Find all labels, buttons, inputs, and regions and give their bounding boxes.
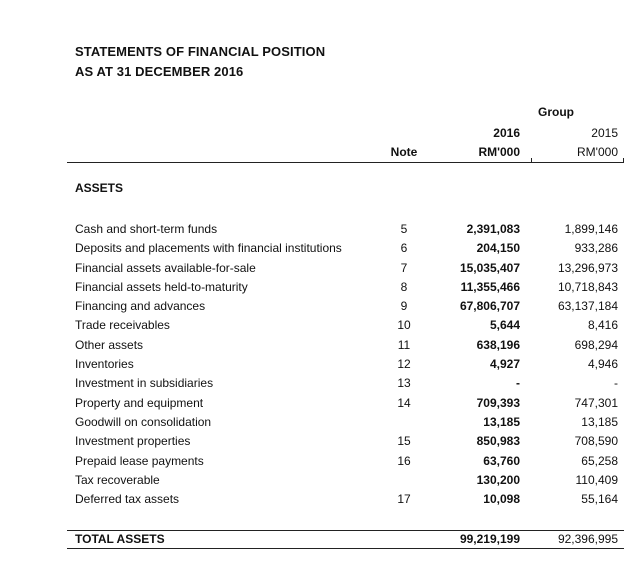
row-value-2015: 698,294 <box>574 337 618 352</box>
table-row <box>0 318 640 337</box>
row-value-2016: 67,806,707 <box>459 299 520 314</box>
table-row <box>0 454 640 473</box>
row-value-2016: 130,200 <box>476 472 520 487</box>
row-note: 6 <box>400 241 408 256</box>
row-label: Cash and short-term funds <box>75 222 218 236</box>
row-value-2015: 4,946 <box>587 357 618 372</box>
note-column-header: Note <box>390 145 418 159</box>
row-label: Goodwill on consolidation <box>75 414 212 429</box>
table-row <box>0 357 640 376</box>
row-value-2015: 933,286 <box>574 241 618 256</box>
row-note: 16 <box>397 453 411 468</box>
row-label: Inventories <box>75 357 134 372</box>
row-value-2015: 65,258 <box>581 453 618 468</box>
year-2015-header: 2015 <box>591 126 618 140</box>
table-row <box>0 376 640 395</box>
row-label: Investment in subsidiaries <box>75 376 214 391</box>
table-row <box>0 434 640 453</box>
row-value-2016: 13,185 <box>483 414 520 429</box>
row-value-2015: 13,296,973 <box>557 260 618 275</box>
row-note: 11 <box>397 337 411 352</box>
row-value-2015: 63,137,184 <box>557 299 618 314</box>
row-value-2016: 63,760 <box>483 453 520 468</box>
total-assets-label: TOTAL ASSETS <box>75 532 165 546</box>
row-value-2015: 8,416 <box>587 318 618 333</box>
row-label: Deferred tax assets <box>75 492 180 507</box>
group-column-header: Group <box>538 105 574 119</box>
row-value-2015: 55,164 <box>581 492 618 507</box>
row-label: Tax recoverable <box>75 472 160 487</box>
table-row <box>0 299 640 318</box>
row-value-2016: 5,644 <box>489 318 520 333</box>
row-note: 12 <box>397 357 411 372</box>
total-assets-2016: 99,219,199 <box>459 532 520 546</box>
unit-2016-header: RM'000 <box>478 145 520 159</box>
row-value-2016: 11,355,466 <box>460 279 520 294</box>
table-row <box>0 396 640 415</box>
row-label: Trade receivables <box>75 318 170 333</box>
table-row <box>0 261 640 280</box>
row-note: 7 <box>400 260 408 275</box>
section-heading-assets: ASSETS <box>75 181 124 195</box>
row-label: Other assets <box>75 337 144 352</box>
row-note: 14 <box>397 395 411 410</box>
row-value-2015: 1,899,146 <box>564 222 618 236</box>
row-value-2015: 10,718,843 <box>557 279 618 294</box>
row-label: Property and equipment <box>75 395 204 410</box>
row-value-2015: 13,185 <box>581 414 618 429</box>
row-label: Investment properties <box>75 434 191 449</box>
row-note: 10 <box>397 318 411 333</box>
statement-title: STATEMENTS OF FINANCIAL POSITION <box>75 44 326 59</box>
row-value-2016: 2,391,083 <box>466 222 520 236</box>
row-value-2016: 850,983 <box>476 434 520 449</box>
row-label: Financial assets held-to-maturity <box>75 279 248 294</box>
table-row <box>0 492 640 511</box>
row-note: 17 <box>397 492 411 507</box>
table-row <box>0 338 640 357</box>
row-value-2015: 747,301 <box>574 395 618 410</box>
row-note: 5 <box>400 222 408 236</box>
row-label: Deposits and placements with financial institutions <box>75 241 342 256</box>
header-rule <box>67 162 624 163</box>
total-top-rule <box>67 530 624 531</box>
unit-2015-header: RM'000 <box>577 145 618 159</box>
table-row <box>0 280 640 299</box>
asset-rows <box>0 222 640 511</box>
row-value-2015: 110,409 <box>575 472 618 487</box>
table-row <box>0 222 640 241</box>
row-value-2015: 708,590 <box>574 434 618 449</box>
column-divider-tick <box>531 158 532 162</box>
row-value-2016: 709,393 <box>476 395 520 410</box>
total-bottom-rule <box>67 548 624 549</box>
row-value-2016: 638,196 <box>476 337 520 352</box>
row-value-2016: - <box>516 376 520 391</box>
statement-date: AS AT 31 DECEMBER 2016 <box>75 64 244 79</box>
table-row <box>0 473 640 492</box>
row-value-2016: 15,035,407 <box>459 260 520 275</box>
table-row <box>0 415 640 434</box>
year-2016-header: 2016 <box>493 126 520 140</box>
table-row <box>0 241 640 260</box>
row-label: Prepaid lease payments <box>75 453 204 468</box>
total-assets-2015: 92,396,995 <box>557 532 618 546</box>
total-assets-row <box>0 532 640 548</box>
row-label: Financing and advances <box>75 299 206 314</box>
row-label: Financial assets available-for-sale <box>75 260 256 275</box>
row-note: 13 <box>397 376 411 391</box>
column-divider-tick <box>623 158 624 162</box>
row-note: 8 <box>400 279 408 294</box>
row-value-2015: - <box>614 376 618 391</box>
row-value-2016: 204,150 <box>476 241 520 256</box>
row-note: 9 <box>400 299 408 314</box>
row-value-2016: 10,098 <box>483 492 520 507</box>
row-value-2016: 4,927 <box>489 357 520 372</box>
row-note: 15 <box>397 434 411 449</box>
